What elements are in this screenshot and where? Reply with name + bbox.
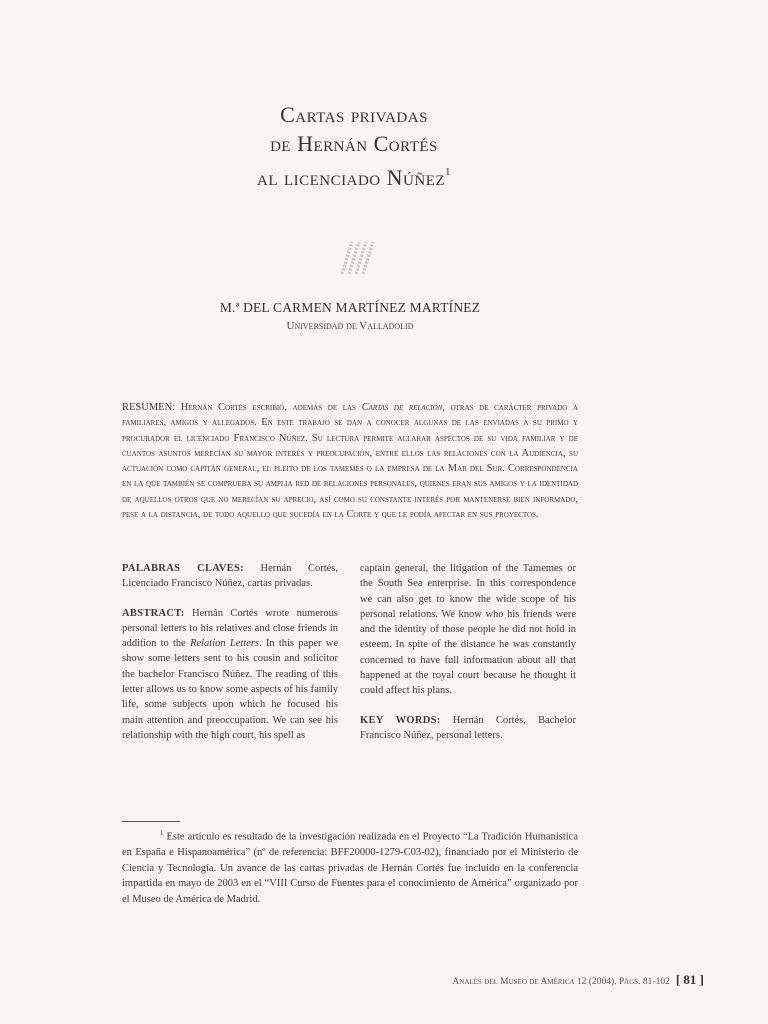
- palabras-claves-label: PALABRAS CLAVES:: [122, 563, 244, 574]
- abstract-text-b: . In this paper we show some letters sent to his cousin and solicitor the bachelor Francisco Núñez. The reading of this letter allows us to know some aspects of his family life, some subjects upon which he focused his main attention and preoccupation. We can see his relationship with the high court, his spell as: [122, 638, 338, 741]
- resumen-text-a: Hernán Cortés escribió, además de las: [175, 402, 362, 413]
- page-number: [ 81 ]: [675, 972, 704, 987]
- key-words-text: Hernán Cortés, Bachelor Francisco Núñez, personal letters.: [360, 714, 576, 741]
- abstract-continued: captain general, the litigation of the Tamemes or the South Sea enterprise. In this correspondence we can also get to know the wide scope of his personal relations. We know who his friends were and the identity of those people he did not hold in esteem. In spite of the distance he was constantly concerned to have full information about all that happened at the royal court because he thought it could affect his plans.: [360, 563, 576, 697]
- title-line-3: [0, 158, 708, 192]
- title-line-2: de Hernán Cortés: [270, 131, 438, 156]
- footnote: [122, 826, 578, 907]
- palabras-claves-paragraph: [122, 561, 338, 592]
- abstract-label: ABSTRACT:: [122, 607, 185, 619]
- abstract-text-a: Hernán Cortés wrote numerous personal letters to his relatives and close friends in addition to the: [122, 607, 338, 650]
- footnote-ref: 1: [445, 166, 452, 178]
- running-footer: [452, 972, 704, 988]
- resumen-text-b: , otras de carácter privado a familiares, amigos y allegados. En este trabajo se dan a conocer algunas de las enviadas a su primo y procurador el licenciado Francisco Núñez. Su lectura permite aclarar aspectos de su vida familiar y de cuantos asuntos merecían su mayor interés y preocupación, entre ellos las relaciones con la Audiencia, su actuación como capitán general, el pleito de los tamemes o la empresa de la Mar del Sur. Correspondencia en la que también se comprueba su amplia red de relaciones personales, quienes eran sus amigos y la identidad de aquellos otros que no merecían su aprecio, así como su constante interés por mantenerse bien informado, pese a la distancia, de todo aquello que sucedía en la Corte y que le podía afectar en sus proyectos.: [122, 402, 579, 521]
- footnote-number: 1: [160, 829, 164, 837]
- right-column: [360, 561, 576, 757]
- article-title: [0, 100, 708, 192]
- hatch-ornament-icon: [340, 240, 376, 276]
- key-words-paragraph: [360, 713, 576, 744]
- abstract-paragraph: [122, 606, 338, 744]
- title-line-3-text: al licenciado Núñez: [256, 165, 446, 190]
- footnote-divider: [122, 821, 180, 822]
- journal-citation: Anales del Museo de América 12 (2004). Págs. 81-102: [452, 977, 670, 987]
- author-name: M.ª DEL CARMEN MARTÍNEZ MARTÍNEZ: [219, 300, 481, 315]
- footnote-text: Este artículo es resultado de la investigación realizada en el Proyecto “La Tradición Humanística en España e Hispanoamérica” (nº de referencia: BFF20000-1279-C03-02), financiado por el Ministerio de Ciencia y Tecnología. Un avance de las cartas privadas de Hernán Cortés fue incluido en la conferencia impartida en mayo de 2003 en el “VIII Curso de Fuentes para el conocimiento de América” organizado por el Museo de América de Madrid.: [122, 831, 578, 905]
- resumen-paragraph: [122, 400, 578, 522]
- key-words-label: KEY WORDS:: [360, 714, 441, 726]
- abstract-italic: Relation Letters: [190, 638, 260, 650]
- palabras-claves-text: Hernán Cortés, Licenciado Francisco Núñez, cartas privadas.: [122, 563, 338, 590]
- author-affiliation: Universidad de Valladolid: [286, 320, 414, 332]
- resumen-label: RESUMEN:: [122, 402, 176, 413]
- title-line-1: Cartas privadas: [280, 102, 428, 127]
- left-column: [122, 561, 338, 757]
- resumen-italic: Cartas de relación: [361, 402, 443, 413]
